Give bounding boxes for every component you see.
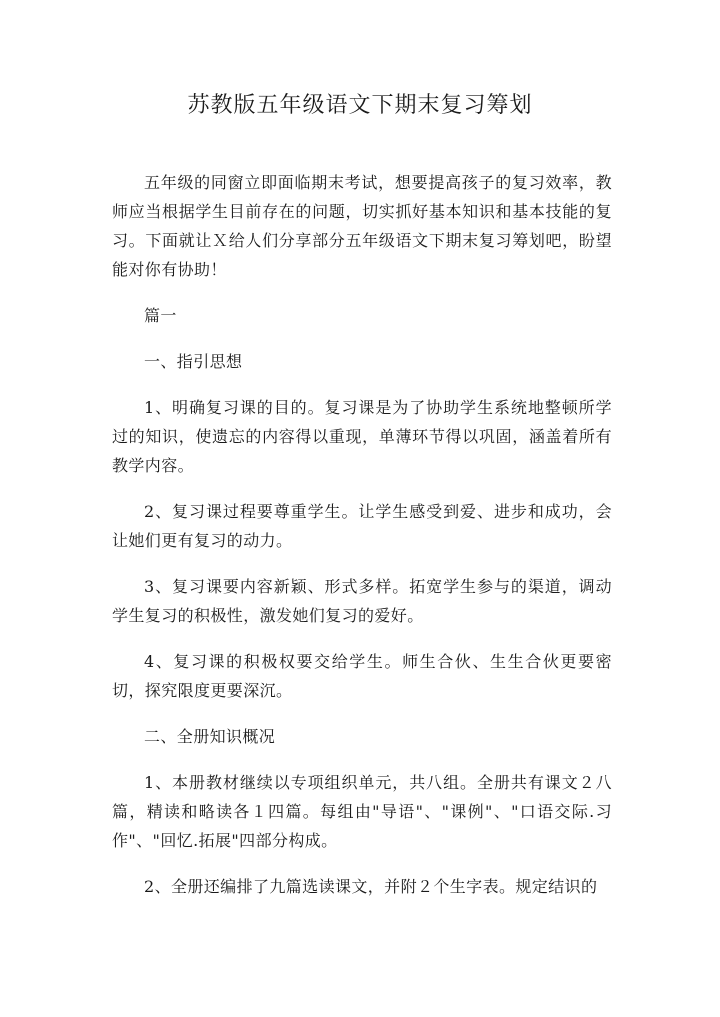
body-paragraph: 2、复习课过程要尊重学生。让学生感受到爱、进步和成功，会让她们更有复习的动力。	[112, 502, 612, 550]
section-heading: 一、指引思想	[144, 352, 243, 371]
document-title: 苏教版五年级语文下期末复习筹划	[187, 93, 533, 118]
body-paragraph: 1、明确复习课的目的。复习课是为了协助学生系统地整顿所学过的知识，使遗忘的内容得以重现，单薄环节得以巩固，涵盖着所有教学内容。	[112, 398, 612, 475]
body-paragraph: 3、复习课要内容新颖、形式多样。拓宽学生参与的渠道，调动学生复习的积极性，激发她们复习的爱好。	[112, 577, 612, 625]
body-paragraph: 4、复习课的积极权要交给学生。师生合伙、生生合伙更要密切，探究限度更要深沉。	[112, 652, 612, 700]
section-label: 篇一	[144, 306, 177, 325]
section-heading: 二、全册知识概况	[144, 727, 276, 746]
intro-paragraph: 五年级的同窗立即面临期末考试，想要提高孩子的复习效率，教师应当根据学生目前存在的问题，切实抓好基本知识和基本技能的复习。下面就让Ｘ给人们分享部分五年级语文下期末复习筹划吧，盼望能对你有协助！	[112, 173, 612, 279]
body-paragraph: 1、本册教材继续以专项组织单元，共八组。全册共有课文２八篇，精读和略读各１四篇。每组由"导语"、"课例"、"口语交际.习作"、"回忆.拓展"四部分构成。	[112, 773, 612, 850]
body-paragraph: 2、全册还编排了九篇选读课文，并附２个生字表。规定结识的	[144, 877, 598, 896]
document-body	[112, 168, 612, 918]
